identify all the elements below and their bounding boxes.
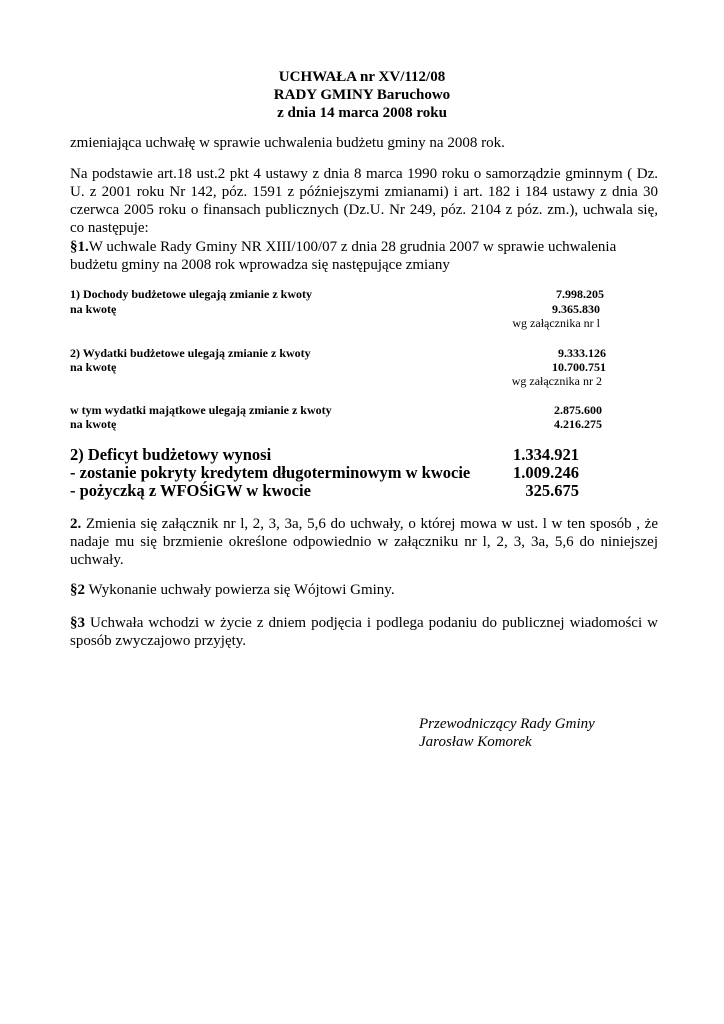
resolution-date: z dnia 14 marca 2008 roku <box>277 105 447 121</box>
expenses-new-label: na kwotę <box>70 360 117 374</box>
resolution-subject: zmieniająca uchwałę w sprawie uchwalenia budżetu gminy na 2008 rok. <box>70 135 505 151</box>
investment-change-label: w tym wydatki majątkowe ulegają zmianie z kwoty <box>70 403 332 417</box>
expenses-old-value: 9.333.126 <box>558 346 606 360</box>
point-2-label: 2. <box>70 516 82 532</box>
point-2-text: Zmienia się załącznik nr l, 2, 3, 3a, 5,6 do uchwały, o której mowa w ust. l w ten sposób , że nadaje mu się brzmienie określone odpowiednio w załączniku nr l, 2, 3, 3a, 5,6 do niniejszej uchwały. <box>70 516 658 568</box>
legal-basis: Na podstawie art.18 ust.2 pkt 4 ustawy z dnia 8 marca 1990 roku o samorządzie gminnym ( Dz. U. z 2001 roku Nr 142, póz. 1591 z późniejszymi zmianami) i art. 182 i 184 ustawy z dnia 30 czerwca 2005 roku o finansach publicznych (Dz.U. Nr 249, póz. 2104 z póz. zm.), uchwala się, co następuje: <box>70 166 658 236</box>
expenses-attachment-note: wg załącznika nr 2 <box>511 374 602 388</box>
section-2-label: §2 <box>70 582 85 598</box>
income-old-value: 7.998.205 <box>556 287 604 301</box>
signature-title: Przewodniczący Rady Gminy <box>419 716 595 732</box>
section-3 <box>70 614 658 650</box>
section-1-text: W uchwale Rady Gminy NR XIII/100/07 z dnia 28 grudnia 2007 w sprawie uchwalenia budżetu gminy na 2008 rok wprowadza się następujące zmiany <box>70 239 617 273</box>
deficit-value: 1.334.921 <box>513 445 579 464</box>
income-new-label: na kwotę <box>70 302 117 316</box>
point-2 <box>70 515 658 569</box>
investment-new-value: 4.216.275 <box>554 417 602 431</box>
section-2 <box>70 581 658 599</box>
deficit-loan-label: - zostanie pokryty kredytem długoterminowym w kwocie <box>70 463 471 482</box>
deficit-wfos-label: - pożyczką z WFOŚiGW w kwocie <box>70 481 311 500</box>
income-attachment-note: wg załącznika nr l <box>512 316 600 330</box>
section-3-label: §3 <box>70 615 85 631</box>
income-new-value: 9.365.830 <box>552 302 600 316</box>
deficit-wfos-value: 325.675 <box>525 481 579 500</box>
section-2-text: Wykonanie uchwały powierza się Wójtowi Gminy. <box>85 582 395 598</box>
resolution-number: UCHWAŁA nr XV/112/08 <box>278 69 446 85</box>
expenses-change-label: 2) Wydatki budżetowe ulegają zmianie z kwoty <box>70 346 311 360</box>
expenses-new-value: 10.700.751 <box>552 360 606 374</box>
investment-old-value: 2.875.600 <box>554 403 602 417</box>
deficit-loan-value: 1.009.246 <box>513 463 579 482</box>
council-name: RADY GMINY Baruchowo <box>273 87 451 103</box>
section-1-label: §1. <box>70 239 89 255</box>
section-1 <box>70 238 658 274</box>
deficit-label: 2) Deficyt budżetowy wynosi <box>70 445 272 464</box>
signature-name: Jarosław Komorek <box>419 734 532 750</box>
section-3-text: Uchwała wchodzi w życie z dniem podjęcia i podlega podaniu do publicznej wiadomości w sposób zwyczajowo przyjęty. <box>70 615 658 649</box>
investment-new-label: na kwotę <box>70 417 117 431</box>
income-change-label: 1) Dochody budżetowe ulegają zmianie z kwoty <box>70 287 312 301</box>
